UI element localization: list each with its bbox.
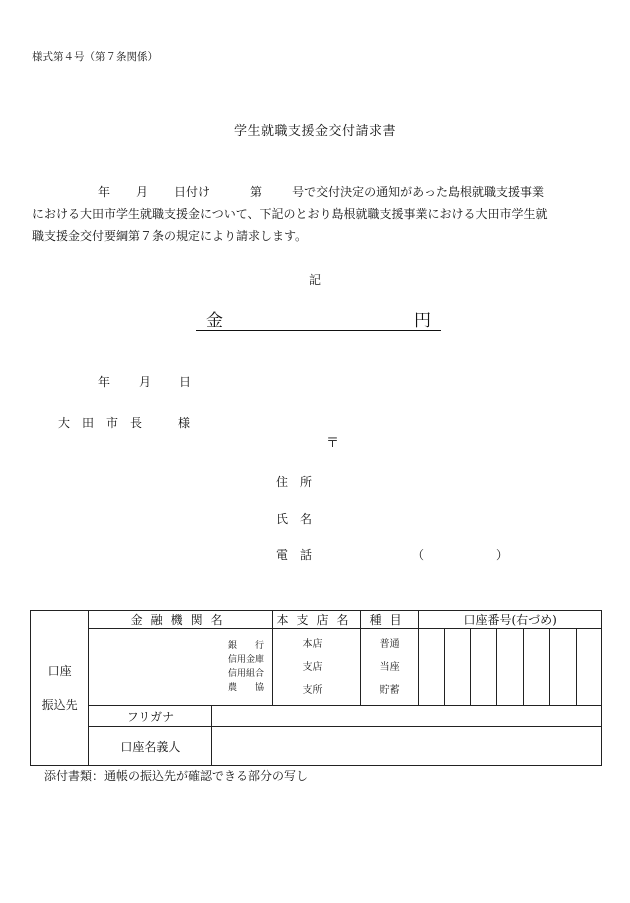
body-line-1 [32,181,544,203]
phone-open-paren: （ [412,548,425,562]
branch-cell[interactable]: 本店 支店 支所 [272,629,360,705]
phone-label: 電 話 [276,548,313,562]
blank-year: 年 [98,185,111,199]
account-digit-box[interactable] [523,629,549,705]
institution-cell[interactable]: 銀 行 信用金庫 信用組合 農 協 [89,629,273,705]
phone-close-paren: ） [496,548,509,562]
branch-header: 本支店名 [272,611,360,629]
addressee-mayor: 大 田 市 長 [58,416,143,430]
furigana-input[interactable] [212,705,602,726]
postal-mark: 〒 [326,436,340,451]
furigana-row [31,705,602,726]
account-type-cell[interactable]: 普通 当座 貯蓄 [360,629,418,705]
attachment-note: 添付書類：通帳の振込先が確認できる部分の写し [44,769,309,783]
address-label: 住 所 [276,475,313,489]
account-digit-box[interactable] [470,629,496,705]
amount-kin-label: 金 [206,311,223,331]
body-line-2: における大田市学生就職支援金について、下記のとおり島根就職支援事業における大田市学生就 [32,207,548,221]
account-transfer-label: 口座 振込先 [31,611,89,766]
blank-dated: 日付け [174,185,211,199]
addressee-honorific: 様 [178,416,191,430]
account-digit-box[interactable] [550,629,576,705]
form-number: 様式第４号（第７条関係） [32,51,158,63]
bank-account-table [30,610,602,766]
account-number-header: 口座番号(右づめ) [419,611,602,629]
body-line-3: 職支援金交付要綱第７条の規定により請求します。 [32,229,308,243]
amount-yen-label: 円 [414,311,431,331]
name-label: 氏 名 [276,512,313,526]
account-digit-box[interactable] [497,629,523,705]
date-month: 月 [139,375,152,389]
bank-entry-row [31,629,602,705]
date-day: 日 [179,375,192,389]
holder-row [31,727,602,766]
institution-header: 金融機関名 [89,611,273,629]
blank-month: 月 [136,185,149,199]
account-holder-label: 口座名義人 [89,727,212,766]
furigana-label: フリガナ [89,705,212,726]
account-digit-box[interactable] [444,629,470,705]
account-holder-input[interactable] [212,727,602,766]
blank-dai: 第 [250,185,263,199]
bank-table-header-row [31,611,602,629]
date-year: 年 [98,375,111,389]
account-type-header: 種目 [360,611,418,629]
ki-heading: 記 [308,273,321,287]
account-digit-box[interactable] [576,629,601,705]
account-digit-box[interactable] [419,629,444,705]
body-line-1-rest: 号で交付決定の通知があった島根就職支援事業 [292,185,544,199]
page-title: 学生就職支援金交付請求書 [233,124,396,139]
amount-field[interactable] [196,304,441,331]
